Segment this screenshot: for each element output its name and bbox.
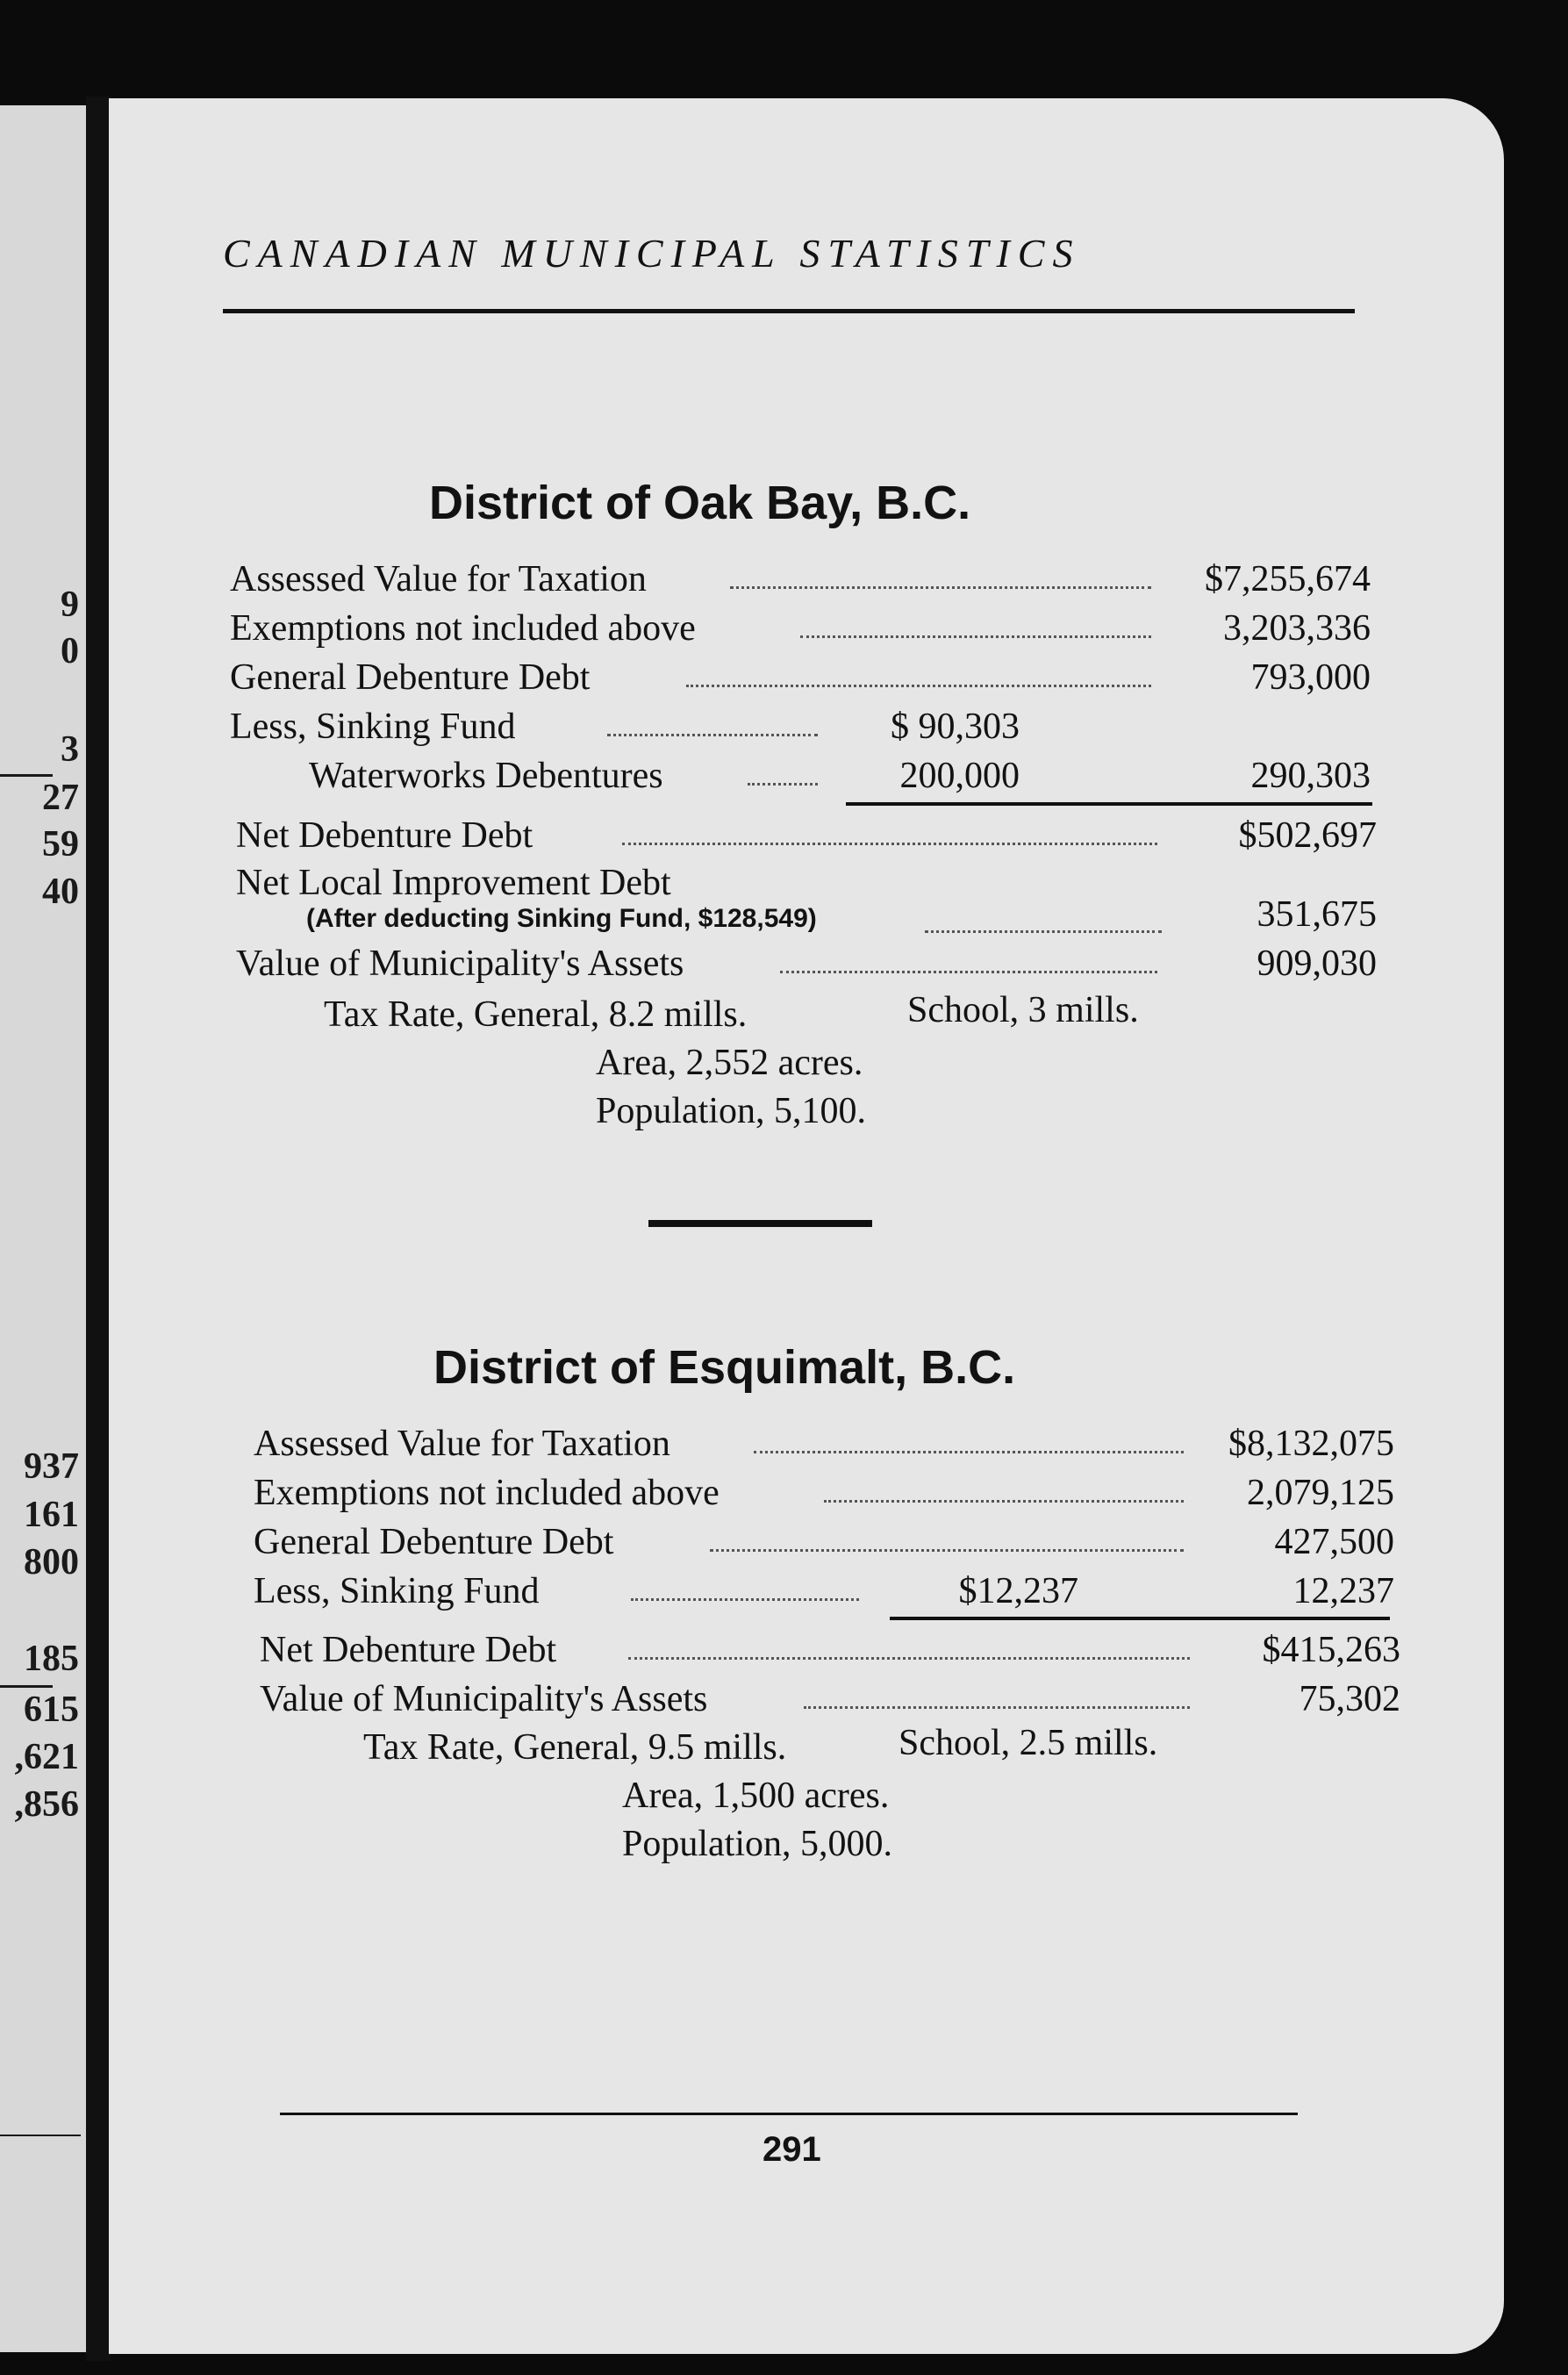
table-row (230, 751, 1371, 800)
left-page-rule (0, 2135, 81, 2136)
row-amount: $502,697 (1238, 815, 1377, 856)
page (109, 98, 1504, 2354)
row-label: Assessed Value for Taxation (230, 559, 647, 599)
row-label: Net Debenture Debt (260, 1630, 557, 1670)
total-rule (846, 802, 1372, 806)
row-amount: $415,263 (1262, 1630, 1400, 1670)
running-head-rule (223, 309, 1355, 313)
table-row (230, 653, 1371, 702)
section-separator (648, 1220, 872, 1227)
row-amount: 12,237 (1292, 1571, 1394, 1611)
section-title-oak-bay: District of Oak Bay, B.C. (429, 477, 971, 529)
table-row (254, 1518, 1394, 1567)
row-label: General Debenture Debt (254, 1522, 614, 1562)
row-label: Net Debenture Debt (236, 815, 533, 856)
row-amount: 793,000 (1250, 657, 1371, 698)
left-page-number: 3 (61, 729, 79, 770)
table-row (254, 1419, 1394, 1468)
footer-rule (280, 2113, 1298, 2115)
leader-dots (804, 1706, 1190, 1709)
sinking-fund-note: (After deducting Sinking Fund, $128,549) (306, 904, 817, 933)
area: Area, 1,500 acres. (622, 1776, 890, 1816)
row-amount: 3,203,336 (1223, 608, 1371, 649)
leader-dots (824, 1500, 1184, 1503)
left-page-number: ,856 (14, 1784, 79, 1825)
left-page-rule (0, 1685, 53, 1688)
left-page-number: 800 (24, 1542, 79, 1582)
row-label: Exemptions not included above (254, 1473, 720, 1513)
book-spine (86, 97, 111, 2361)
tax-rate-general: Tax Rate, General, 9.5 mills. (363, 1727, 787, 1768)
row-amount: 2,079,125 (1247, 1473, 1394, 1513)
table-row (230, 604, 1371, 653)
row-label: Less, Sinking Fund (230, 707, 516, 747)
leader-dots (710, 1549, 1184, 1552)
row-subamount: $ 90,303 (891, 707, 1020, 747)
row-subamount: $12,237 (958, 1571, 1078, 1611)
left-page-number: 59 (42, 824, 79, 865)
row-amount: $8,132,075 (1228, 1424, 1394, 1464)
table-row (260, 1625, 1400, 1675)
leader-dots (754, 1451, 1184, 1453)
leader-dots (730, 586, 1151, 589)
row-label: Less, Sinking Fund (254, 1571, 540, 1611)
total-rule (890, 1617, 1390, 1620)
table-row (236, 939, 1377, 988)
table-row (236, 811, 1377, 860)
left-page-number: 0 (61, 631, 79, 671)
table-row (230, 555, 1371, 604)
table-row (254, 1468, 1394, 1518)
row-amount: 427,500 (1274, 1522, 1394, 1562)
left-page-number: 9 (61, 585, 79, 625)
row-amount: $7,255,674 (1205, 559, 1371, 599)
row-label: Value of Municipality's Assets (236, 944, 684, 984)
row-label: Waterworks Debentures (309, 756, 663, 796)
leader-dots (780, 971, 1157, 973)
left-page-fragment (0, 105, 86, 2352)
table-row (236, 890, 1377, 939)
leader-dots (628, 1657, 1190, 1660)
left-page-number: 161 (24, 1495, 79, 1535)
row-amount: 909,030 (1257, 944, 1377, 984)
row-label: Exemptions not included above (230, 608, 696, 649)
tax-rate-school: School, 3 mills. (907, 990, 1139, 1030)
left-page-number: 27 (42, 778, 79, 818)
leader-dots (686, 685, 1151, 687)
row-label: Value of Municipality's Assets (260, 1679, 708, 1719)
table-row (254, 1567, 1394, 1616)
leader-dots (631, 1598, 859, 1601)
running-head: CANADIAN MUNICIPAL STATISTICS (223, 231, 1081, 276)
table-row (230, 702, 1371, 751)
row-subamount: 200,000 (899, 756, 1020, 796)
left-page-number: 185 (24, 1639, 79, 1679)
area: Area, 2,552 acres. (596, 1043, 863, 1083)
row-label: Assessed Value for Taxation (254, 1424, 670, 1464)
row-amount: 290,303 (1250, 756, 1371, 796)
row-label: Net Local Improvement Debt (236, 863, 671, 903)
tax-rate-school: School, 2.5 mills. (899, 1723, 1158, 1763)
table-row (260, 1675, 1400, 1724)
row-label: General Debenture Debt (230, 657, 591, 698)
tax-rate-general: Tax Rate, General, 8.2 mills. (324, 994, 748, 1035)
row-amount: 75,302 (1299, 1679, 1400, 1719)
leader-dots (622, 843, 1157, 845)
section-title-esquimalt: District of Esquimalt, B.C. (433, 1341, 1016, 1394)
population: Population, 5,000. (622, 1824, 893, 1864)
left-page-number: ,621 (14, 1737, 79, 1777)
population: Population, 5,100. (596, 1091, 867, 1131)
left-page-number: 40 (42, 872, 79, 912)
leader-dots (607, 734, 818, 736)
leader-dots (800, 635, 1151, 638)
leader-dots (748, 783, 818, 786)
left-page-number: 615 (24, 1690, 79, 1730)
left-page-number: 937 (24, 1446, 79, 1487)
row-amount: 351,675 (1257, 894, 1377, 935)
page-number: 291 (763, 2130, 821, 2169)
